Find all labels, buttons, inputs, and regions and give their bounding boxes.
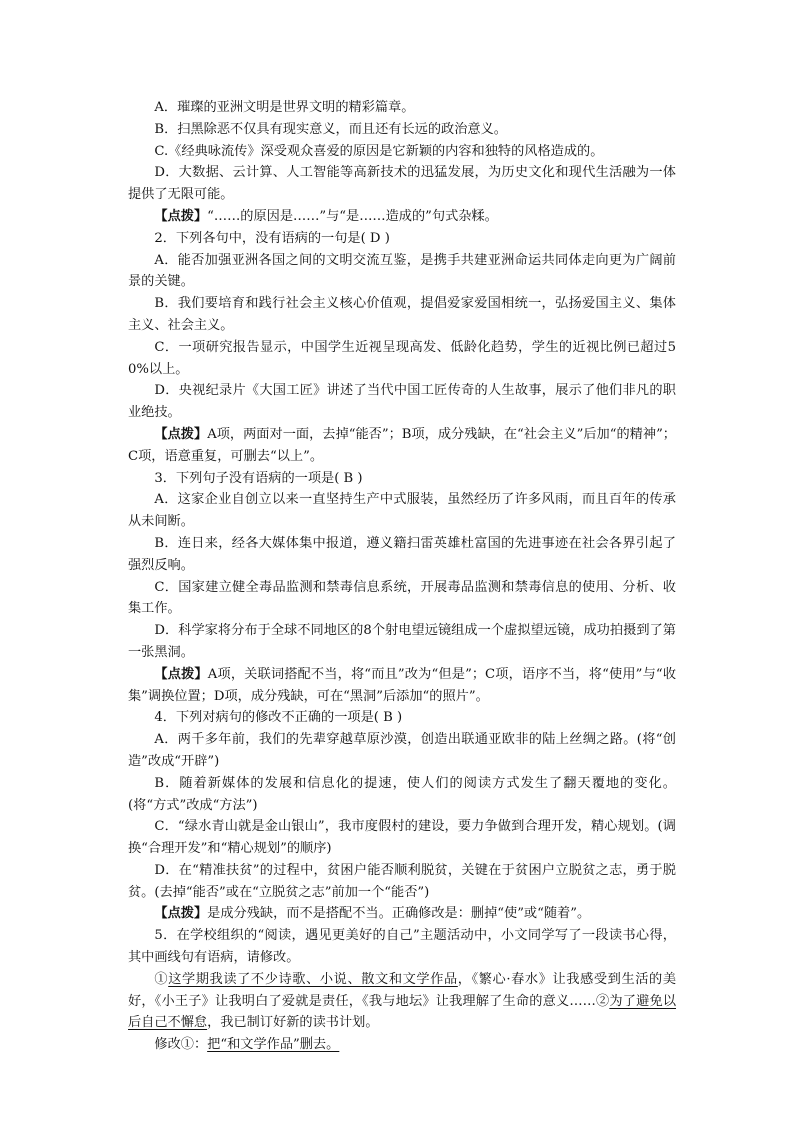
q4-option-b: B．随着新媒体的发展和信息化的提速，使人们的阅读方式发生了翻天覆地的变化。(将“方式”改成“方法”) [128,775,676,813]
worksheet-page [128,97,676,1056]
q5-stem: 5．在学校组织的“阅读，遇见更美好的自己”主题活动中，小文同学写了一段读书心得，其中画线句有语病，请修改。 [128,928,676,966]
q5-passage [128,969,676,1034]
marker-2: ② [595,993,610,1009]
tip-label: 【点拨】 [154,666,208,682]
tip-label: 【点拨】 [154,208,208,224]
underlined-sentence-1: 这学期我读了不少诗歌、小说、散文和文学作品 [168,971,458,987]
passage-text-1: ，《繁心·春水》让我感受到生活的美好，《小王子》让我明白了爱就是责任，《我与地坛》让我理解了生命的意义…… [128,971,677,1009]
q3-option-b: B．连日来，经各大媒体集中报道，遵义籍扫雷英雄杜富国的先进事迹在社会各界引起了强烈反响。 [128,535,676,573]
q3-option-d: D．科学家将分布于全球不同地区的8个射电望远镜组成一个虚拟望远镜，成功拍摄到了第一张黑洞。 [128,623,676,660]
q2-option-b: B．我们要培育和践行社会主义核心价值观，提倡爱家爱国相统一，弘扬爱国主义、集体主义、社会主义。 [128,296,676,333]
q4-option-c: C．“绿水青山就是金山银山”，我市度假村的建设，要力争做到合理开发，精心规划。(调换“合理开发”和“精心规划”的顺序) [128,819,676,857]
q2-tip [128,424,676,468]
q1-option-a: A．璀璨的亚洲文明是世界文明的精彩篇章。 [154,100,415,115]
q4-option-a: A．两千多年前，我们的先辈穿越草原沙漠，创造出联通亚欧非的陆上丝绸之路。(将“创造”改成“开辟”) [128,732,676,769]
q3-option-c: C．国家建立健全毒品监测和禁毒信息系统，开展毒品监测和禁毒信息的使用、分析、收集工作。 [128,579,676,617]
tip-label: 【点拨】 [154,426,208,442]
q2-option-d: D．央视纪录片《大国工匠》讲述了当代中国工匠传奇的人生故事，展示了他们非凡的职业绝技。 [128,383,676,421]
q4-option-d: D．在“精准扶贫”的过程中，贫困户能否顺利脱贫，关键在于贫困户立脱贫之志，勇于脱贫。(去掉“能否”或在“立脱贫之志”前加一个“能否”) [128,862,676,900]
q2-stem: 2．下列各句中，没有语病的一句是( D ) [154,230,390,246]
fix-label: 修改①： [154,1037,208,1053]
q4-tip [128,903,676,925]
q2-option-c: C．一项研究报告显示，中国学生近视呈现高发、低龄化趋势，学生的近视比例已超过50%以上。 [128,339,676,377]
underlined-sentence-2: 为了避免以后自己不懈怠 [128,993,677,1031]
q1-option-b: B．扫黑除恶不仅具有现实意义，而且还有长远的政治意义。 [154,121,507,137]
tip-text: A项，关联词搭配不当，将“而且”改为“但是”；C项，语序不当，将“使用”与“收集”调换位置；D项，成分残缺，可在“黑洞”后添加“的照片”。 [128,666,677,704]
q1-option-d: D．大数据、云计算、人工智能等高新技术的迅猛发展，为历史文化和现代生活融为一体提供了无限可能。 [128,165,676,203]
q2-option-a: A．能否加强亚洲各国之间的文明交流互鉴，是携手共建亚洲命运共同体走向更为广阔前景的关键。 [128,252,676,290]
q1-tip [128,206,676,228]
fix-answer: 把“和文学作品”删去。 [207,1037,340,1053]
tip-label: 【点拨】 [154,906,208,922]
passage-text-2: ，我已制订好新的读书计划。 [207,1015,379,1031]
q4-stem: 4．下列对病句的修改不正确的一项是( B ) [154,710,403,726]
q3-option-a: A．这家企业自创立以来一直坚持生产中式服装，虽然经历了许多风雨，而且百年的传承从未间断。 [128,492,676,530]
q3-stem: 3．下列句子没有语病的一项是( B ) [154,470,363,486]
tip-text: A项，两面对一面，去掉“能否”；B项，成分残缺，在“社会主义”后加“的精神”；C项，语意重复，可删去“以上”。 [128,426,676,464]
tip-text: “……的原因是……”与“是……造成的”句式杂糅。 [207,208,498,224]
marker-1: ① [154,971,169,987]
q1-option-c: C.《经典咏流传》深受观众喜爱的原因是它新颖的内容和独特的风格造成的。 [154,143,604,159]
q5-fix-1 [128,1034,676,1056]
q3-tip [128,664,676,708]
tip-text: 是成分残缺，而不是搭配不当。正确修改是：删掉“使”或“随着”。 [207,906,591,922]
